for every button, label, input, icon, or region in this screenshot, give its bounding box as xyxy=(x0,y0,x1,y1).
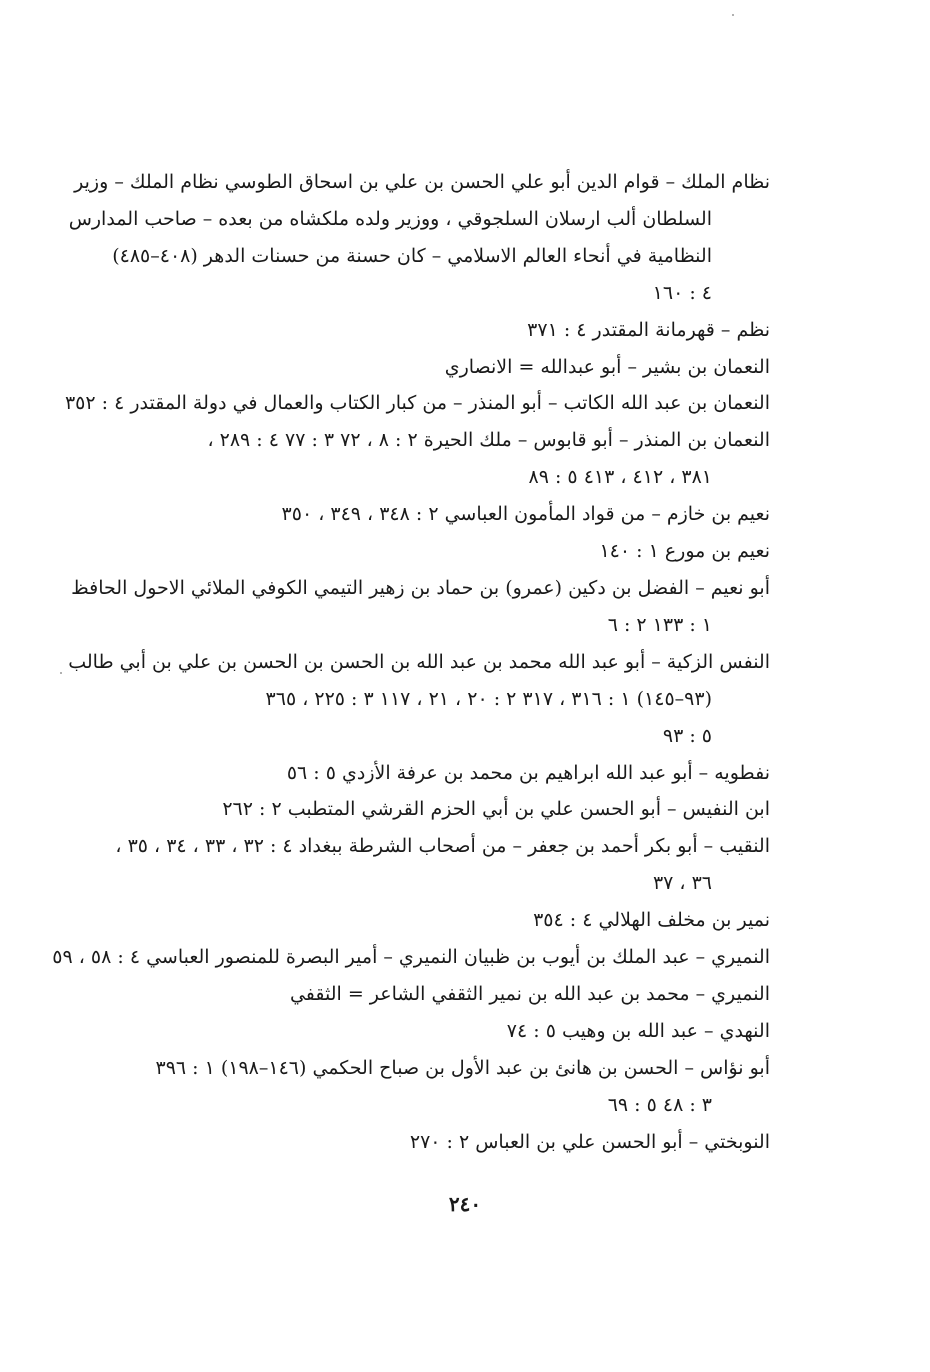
entry-continuation-line: ٥ : ٩٣ xyxy=(662,724,712,747)
page-number: ٢٤٠ xyxy=(448,1192,482,1216)
entry-heading-line: النفس الزكية – أبو عبد الله محمد بن عبد الله بن الحسن بن الحسن بن علي بن أبي طالب xyxy=(68,650,770,673)
entry-heading-line: النهدي – عبد الله بن وهيب ٥ : ٧٤ xyxy=(506,1019,770,1042)
index-entry xyxy=(68,164,770,312)
index-entry xyxy=(105,1050,770,1124)
entry-continuation-line: ٣٨١ ، ٤١٢ ، ٤١٣ ٥ : ٨٩ xyxy=(528,466,712,489)
entry-heading-line: نفطويه – أبو عبد الله ابراهيم بن محمد بن عرفة الأزدي ٥ : ٥٦ xyxy=(286,761,770,784)
index-entries xyxy=(52,164,770,1160)
entry-heading-line: النميري – عبد الملك بن أيوب بن ظبيان النميري – أمير البصرة للمنصور العباسي ٤ : ٥٨ ، ٥٩ xyxy=(52,946,770,969)
scan-speck xyxy=(60,672,62,674)
entry-heading-line: نظم – قهرمانة المقتدر ٤ : ٣٧١ xyxy=(527,318,770,341)
entry-heading-line: النعمان بن المنذر – أبو قابوس – ملك الحيرة ٢ : ٨ ، ٧٢ ٣ : ٧٧ ٤ : ٢٨٩ ، xyxy=(207,429,770,452)
entry-heading-line: النوبختي – أبو الحسن علي بن العباس ٢ : ٢٧٠ xyxy=(409,1130,770,1153)
entry-heading-line: النميري – محمد بن عبد الله بن نمير الثقفي الشاعر = الثقفي xyxy=(289,982,770,1005)
index-entry xyxy=(105,828,770,902)
scan-speck xyxy=(732,14,734,16)
entry-heading-line: نعيم بن خازم – من قواد المأمون العباسي ٢ : ٣٤٨ ، ٣٤٩ ، ٣٥٠ xyxy=(281,503,770,526)
index-entry xyxy=(105,1124,770,1161)
index-entry xyxy=(105,496,770,533)
index-entry xyxy=(105,349,770,386)
entry-continuation-line: النظامية في أنحاء العالم الاسلامي – كان حسنة من حسنات الدهر (٤٠٨–٤٨٥) xyxy=(112,244,712,267)
index-entry xyxy=(68,644,770,755)
index-entry xyxy=(71,570,770,644)
entry-heading-line: النعمان بن بشير – أبو عبدالله = الانصاري xyxy=(444,355,770,378)
index-entry xyxy=(105,976,770,1013)
entry-heading-line: النعمان بن عبد الله الكاتب – أبو المنذر – من كبار الكتاب والعمال في دولة المقتدر ٤ : ٣٥٢ xyxy=(64,392,770,415)
index-entry xyxy=(105,422,770,496)
entry-heading-line: نمير بن مخلف الهلالي ٤ : ٣٥٤ xyxy=(533,909,770,932)
entry-continuation-line: (٩٣–١٤٥) ١ : ٣١٦ ، ٣١٧ ٢ : ٢٠ ، ٢١ ، ١١٧ ٣ : ٢٢٥ ، ٣٦٥ xyxy=(265,687,712,710)
entry-continuation-line: ١ : ١٣٣ ٢ : ٦ xyxy=(607,613,712,636)
entry-heading-line: نعيم بن مورع ١ : ١٤٠ xyxy=(599,540,770,563)
entry-continuation-line: ٣ : ٤٨ ٥ : ٦٩ xyxy=(607,1093,712,1116)
index-entry xyxy=(105,533,770,570)
entry-continuation-line: ٣٦ ، ٣٧ xyxy=(652,872,712,895)
entry-heading-line: النقيب – أبو بكر أحمد بن جعفر – من أصحاب الشرطة ببغداد ٤ : ٣٢ ، ٣٣ ، ٣٤ ، ٣٥ ، xyxy=(115,835,770,858)
index-entry xyxy=(105,902,770,939)
index-entry xyxy=(105,312,770,349)
index-entry xyxy=(105,791,770,828)
index-entry xyxy=(105,755,770,792)
entry-continuation-line: ٤ : ١٦٠ xyxy=(652,281,712,304)
entry-heading-line: أبو نعيم – الفضل بن دكين (عمرو) بن حماد بن زهير التيمي الكوفي الملائي الاحول الحافظ xyxy=(71,576,770,599)
entry-heading-line: ابن النفيس – أبو الحسن علي بن أبي الحزم القرشي المتطبب ٢ : ٢٦٢ xyxy=(222,798,770,821)
entry-heading-line: أبو نؤاس – الحسن بن هانئ بن عبد الأول بن صباح الحكمي (١٤٦–١٩٨) ١ : ٣٩٦ xyxy=(155,1056,770,1079)
entry-heading-line: نظام الملك – قوام الدين أبو علي الحسن بن علي بن اسحاق الطوسي نظام الملك – وزير xyxy=(74,171,770,193)
index-entry xyxy=(105,1013,770,1050)
index-entry xyxy=(52,939,770,976)
entry-continuation-line: السلطان ألب ارسلان السلجوقي ، ووزير ولده ملكشاه من بعده – صاحب المدارس xyxy=(68,207,712,230)
index-entry xyxy=(64,385,770,422)
